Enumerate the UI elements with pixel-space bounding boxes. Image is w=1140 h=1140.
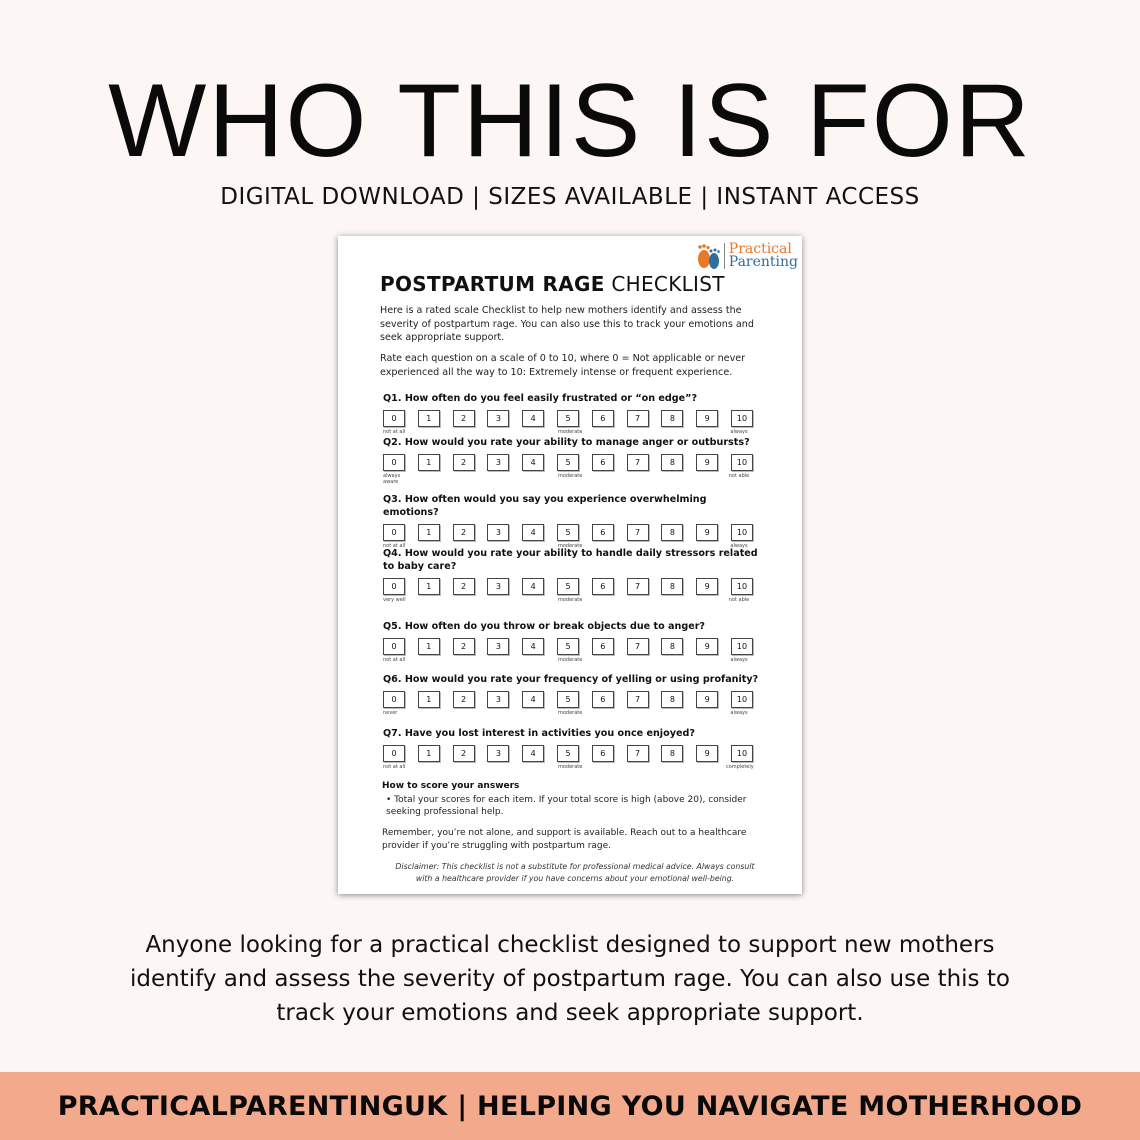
footer-banner — [0, 1072, 1140, 1140]
rating-box[interactable]: 4 — [522, 578, 544, 595]
question-text: Q5. How often do you throw or break objects due to anger? — [383, 621, 705, 632]
rating-box[interactable]: 0 — [383, 524, 405, 541]
rating-box[interactable]: 10 — [731, 745, 753, 762]
rating-scale — [383, 524, 763, 541]
rating-box[interactable]: 9 — [696, 454, 718, 471]
scale-label-mid: moderate — [558, 710, 583, 716]
question-text: Q6. How would you rate your frequency of yelling or using profanity? — [383, 674, 759, 685]
rating-box[interactable]: 7 — [627, 638, 649, 655]
question-item — [383, 673, 763, 722]
rating-box[interactable]: 3 — [487, 578, 509, 595]
score-bullet: • Total your scores for each item. If your total score is high (above 20), consider seeking professional help. — [386, 795, 747, 817]
rating-box[interactable]: 2 — [453, 524, 475, 541]
sheet-title-bold: POSTPARTUM RAGE — [380, 272, 605, 296]
rating-box[interactable]: 6 — [592, 691, 614, 708]
rating-box[interactable]: 0 — [383, 454, 405, 471]
rating-scale — [383, 410, 763, 427]
rating-box[interactable]: 7 — [627, 524, 649, 541]
rating-box[interactable]: 0 — [383, 410, 405, 427]
scale-label-mid: moderate — [558, 429, 583, 435]
rating-box[interactable]: 6 — [592, 745, 614, 762]
disclaimer: Disclaimer: This checklist is not a substitute for professional medical advice. Always consult with a healthcare provider if you have concerns about your emotional well-being. — [395, 862, 755, 883]
rating-box[interactable]: 2 — [453, 691, 475, 708]
scale-label-low: never — [383, 710, 398, 716]
rating-box[interactable]: 9 — [696, 524, 718, 541]
rating-box[interactable]: 1 — [418, 454, 440, 471]
rating-box[interactable]: 7 — [627, 691, 649, 708]
rating-box[interactable]: 5 — [557, 638, 579, 655]
question-item — [383, 547, 763, 609]
scale-label-high: always — [730, 429, 748, 435]
sheet-instructions: Rate each question on a scale of 0 to 10, where 0 = Not applicable or never experienced all the way to 10: Extremely intense or frequent experience. — [380, 353, 746, 378]
rating-box[interactable]: 8 — [661, 745, 683, 762]
baby-feet-icon — [695, 241, 721, 271]
scale-label-high: not able — [728, 473, 750, 479]
rating-box[interactable]: 5 — [557, 410, 579, 427]
rating-box[interactable]: 10 — [731, 638, 753, 655]
rating-box[interactable]: 9 — [696, 638, 718, 655]
rating-box[interactable]: 6 — [592, 524, 614, 541]
scale-labels — [383, 762, 763, 776]
description: Anyone looking for a practical checklist designed to support new mothers identify and assess the severity of postpartum rage. You can also use this to track your emotions and seek appropriate support. — [130, 932, 1010, 1026]
rating-box[interactable]: 4 — [522, 745, 544, 762]
question-text: Q4. How would you rate your ability to handle daily stressors related to baby care? — [383, 548, 758, 572]
question-item — [383, 493, 763, 555]
sheet-intro: Here is a rated scale Checklist to help new mothers identify and assess the severity of postpartum rage. You can also use this to track your emotions and seek appropriate support. — [380, 305, 754, 343]
rating-box[interactable]: 5 — [557, 578, 579, 595]
subline: DIGITAL DOWNLOAD | SIZES AVAILABLE | INSTANT ACCESS — [220, 184, 920, 210]
sheet-title-light: CHECKLIST — [611, 272, 725, 296]
rating-box[interactable]: 3 — [487, 691, 509, 708]
rating-box[interactable]: 5 — [557, 745, 579, 762]
rating-box[interactable]: 6 — [592, 454, 614, 471]
rating-box[interactable]: 4 — [522, 410, 544, 427]
remember-text: Remember, you’re not alone, and support is available. Reach out to a healthcare provider if you’re struggling with postpartum rage. — [382, 828, 747, 851]
scale-label-mid: moderate — [558, 473, 583, 479]
rating-box[interactable]: 8 — [661, 524, 683, 541]
rating-box[interactable]: 3 — [487, 454, 509, 471]
rating-scale — [383, 578, 763, 595]
rating-box[interactable]: 3 — [487, 524, 509, 541]
question-item — [383, 392, 763, 441]
rating-box[interactable]: 10 — [731, 578, 753, 595]
question-text: Q2. How would you rate your ability to manage anger or outbursts? — [383, 437, 750, 448]
rating-box[interactable]: 4 — [522, 691, 544, 708]
rating-scale — [383, 638, 763, 655]
question-text: Q1. How often do you feel easily frustrated or “on edge”? — [383, 393, 698, 404]
scale-label-mid: moderate — [558, 657, 583, 663]
checklist-preview — [338, 236, 802, 894]
footer-text: PRACTICALPARENTINGUK | HELPING YOU NAVIGATE MOTHERHOOD — [57, 1090, 1083, 1122]
score-bullet-text: Total your scores for each item. If your total score is high (above 20), consider seeking professional help. — [386, 795, 747, 817]
scale-label-low: not at all — [383, 764, 406, 770]
rating-box[interactable]: 1 — [418, 691, 440, 708]
rating-box[interactable]: 6 — [592, 410, 614, 427]
rating-box[interactable]: 1 — [418, 410, 440, 427]
rating-box[interactable]: 0 — [383, 578, 405, 595]
rating-box[interactable]: 8 — [661, 638, 683, 655]
rating-box[interactable]: 10 — [731, 454, 753, 471]
rating-scale — [383, 691, 763, 708]
scale-labels — [383, 655, 763, 669]
headline: WHO THIS IS FOR — [108, 63, 1032, 179]
scale-label-low: very well — [383, 597, 406, 603]
question-text: Q7. Have you lost interest in activities you once enjoyed? — [383, 728, 695, 739]
rating-box[interactable]: 7 — [627, 578, 649, 595]
rating-box[interactable]: 1 — [418, 524, 440, 541]
rating-box[interactable]: 9 — [696, 578, 718, 595]
scale-label-low: not at all — [383, 543, 406, 549]
scale-label-mid: moderate — [558, 764, 583, 770]
question-item — [383, 727, 763, 776]
rating-box[interactable]: 8 — [661, 578, 683, 595]
score-heading: How to score your answers — [382, 781, 520, 791]
rating-box[interactable]: 7 — [627, 410, 649, 427]
logo — [695, 241, 798, 271]
question-item — [383, 620, 763, 669]
rating-scale — [383, 745, 763, 762]
scale-label-high: always — [730, 657, 748, 663]
rating-box[interactable]: 4 — [522, 638, 544, 655]
rating-box[interactable]: 7 — [627, 745, 649, 762]
rating-box[interactable]: 2 — [453, 578, 475, 595]
rating-box[interactable]: 10 — [731, 524, 753, 541]
scale-label-mid: moderate — [558, 597, 583, 603]
rating-box[interactable]: 6 — [592, 638, 614, 655]
rating-box[interactable]: 4 — [522, 454, 544, 471]
rating-box[interactable]: 5 — [557, 524, 579, 541]
rating-box[interactable]: 0 — [383, 691, 405, 708]
rating-box[interactable]: 8 — [661, 454, 683, 471]
rating-box[interactable]: 1 — [418, 745, 440, 762]
rating-box[interactable]: 4 — [522, 524, 544, 541]
rating-box[interactable]: 3 — [487, 410, 509, 427]
scale-labels — [383, 708, 763, 722]
logo-line2: Parenting — [728, 254, 798, 270]
rating-box[interactable]: 0 — [383, 745, 405, 762]
rating-box[interactable]: 10 — [731, 410, 753, 427]
rating-scale — [383, 454, 763, 471]
rating-box[interactable]: 9 — [696, 691, 718, 708]
scale-label-low: not at all — [383, 657, 406, 663]
rating-box[interactable]: 2 — [453, 454, 475, 471]
rating-box[interactable]: 6 — [592, 578, 614, 595]
scale-label-high: always — [730, 710, 748, 716]
rating-box[interactable]: 0 — [383, 638, 405, 655]
rating-box[interactable]: 5 — [557, 454, 579, 471]
scale-label-high: always — [730, 543, 748, 549]
rating-box[interactable]: 3 — [487, 638, 509, 655]
sheet-title — [380, 272, 725, 296]
scale-label-high: not able — [728, 597, 750, 603]
scale-label-high: completely — [726, 764, 754, 770]
rating-box[interactable]: 3 — [487, 745, 509, 762]
rating-box[interactable]: 1 — [418, 638, 440, 655]
rating-box[interactable]: 9 — [696, 745, 718, 762]
rating-box[interactable]: 10 — [731, 691, 753, 708]
scale-labels — [383, 471, 763, 485]
rating-box[interactable]: 5 — [557, 691, 579, 708]
rating-box[interactable]: 1 — [418, 578, 440, 595]
rating-box[interactable]: 9 — [696, 410, 718, 427]
rating-box[interactable]: 2 — [453, 745, 475, 762]
rating-box[interactable]: 7 — [627, 454, 649, 471]
question-item — [383, 436, 763, 485]
scale-label-low: always aware — [383, 473, 401, 485]
rating-box[interactable]: 2 — [453, 638, 475, 655]
scale-labels — [383, 595, 763, 609]
scale-label-low: not at all — [383, 429, 406, 435]
logo-line1: Practical — [728, 241, 792, 257]
scale-label-mid: moderate — [558, 543, 583, 549]
rating-box[interactable]: 8 — [661, 691, 683, 708]
rating-box[interactable]: 8 — [661, 410, 683, 427]
question-text: Q3. How often would you say you experience overwhelming emotions? — [383, 494, 707, 518]
rating-box[interactable]: 2 — [453, 410, 475, 427]
